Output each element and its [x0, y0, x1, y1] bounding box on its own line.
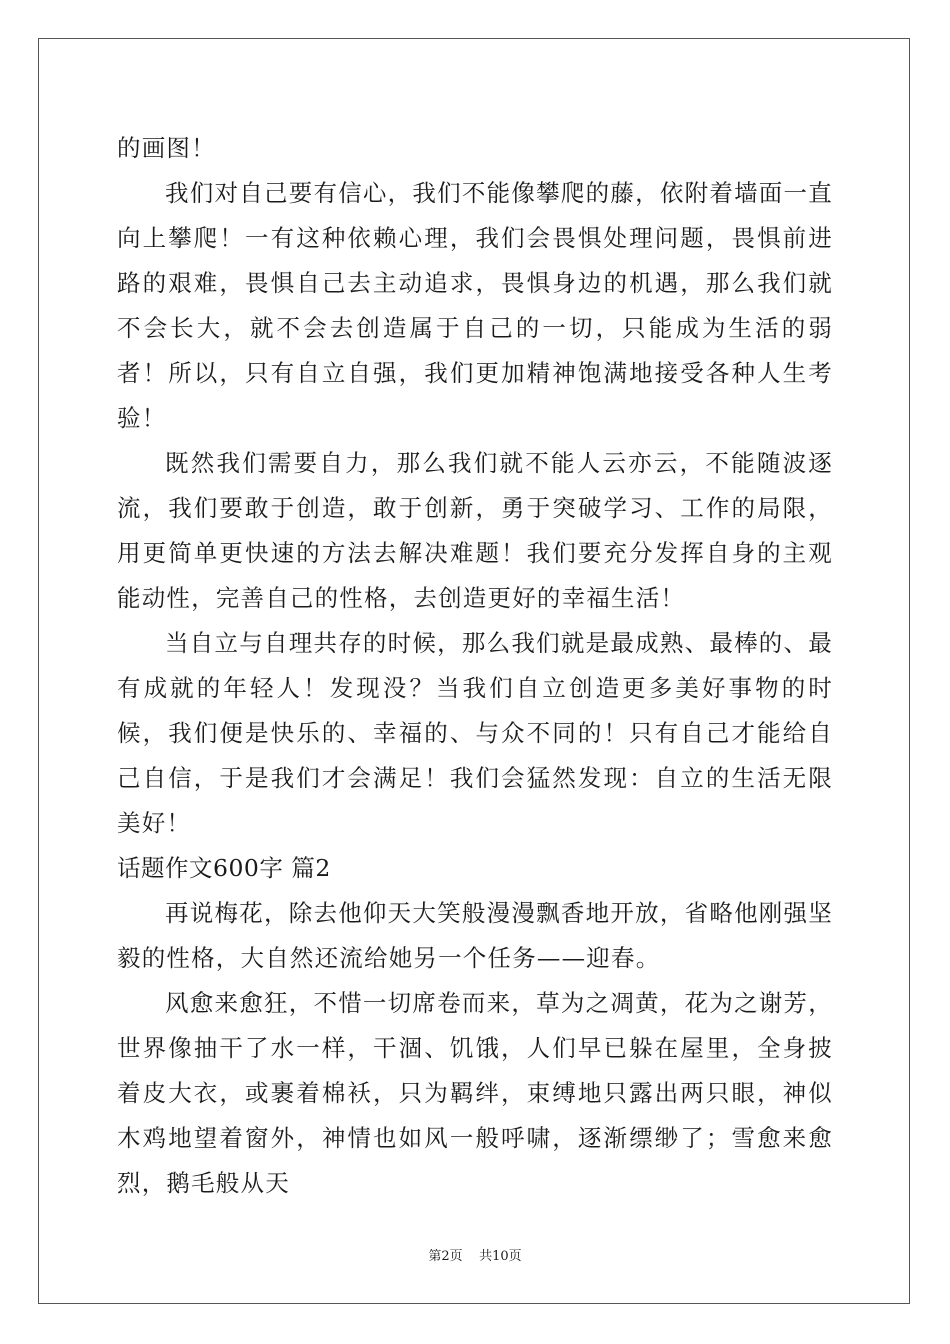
page-footer: [0, 1245, 950, 1264]
paragraph-plum-blossom: 再说梅花，除去他仰天大笑般漫漫飘香地开放，省略他刚强坚毅的性格，大自然还流给她另一个任务——迎春。: [117, 899, 833, 972]
paragraph-wind: 风愈来愈狂，不惜一切席卷而来，草为之凋黄，花为之谢芳，世界像抽干了水一样，干涸、饥饿，人们早已躲在屋里，全身披着皮大衣，或裹着棉袄，只为羁绊，束缚地只露出两只眼，神似木鸡地望着窗外，神情也如风一般呼啸，逐渐缥缈了；雪愈来愈烈，鹅毛般从天: [117, 989, 833, 1197]
section-heading: 话题作文600字 篇2: [117, 854, 331, 882]
page-total: 共10页: [479, 1249, 522, 1264]
document-body: [117, 126, 833, 1206]
paragraph-independence: 当自立与自理共存的时候，那么我们就是最成熟、最棒的、最有成就的年轻人！发现没？当我们自立创造更多美好事物的时候，我们便是快乐的、幸福的、与众不同的！只有自己才能给自己自信，于是我们才会满足！我们会猛然发现：自立的生活无限美好！: [117, 629, 833, 837]
page-number: 第2页: [428, 1249, 463, 1264]
paragraph-innovation: 既然我们需要自力，那么我们就不能人云亦云，不能随波逐流，我们要敢于创造，敢于创新，勇于突破学习、工作的局限，用更简单更快速的方法去解决难题！我们要充分发挥自身的主观能动性，完善自己的性格，去创造更好的幸福生活！: [117, 449, 833, 612]
paragraph-self-confidence: 我们对自己要有信心，我们不能像攀爬的藤，依附着墙面一直向上攀爬！一有这种依赖心理，我们会畏惧处理问题，畏惧前进路的艰难，畏惧自己去主动追求，畏惧身边的机遇，那么我们就不会长大，就不会去创造属于自己的一切，只能成为生活的弱者！所以，只有自立自强，我们更加精神饱满地接受各种人生考验！: [117, 179, 833, 432]
paragraph-continuation: 的画图！: [117, 134, 216, 162]
